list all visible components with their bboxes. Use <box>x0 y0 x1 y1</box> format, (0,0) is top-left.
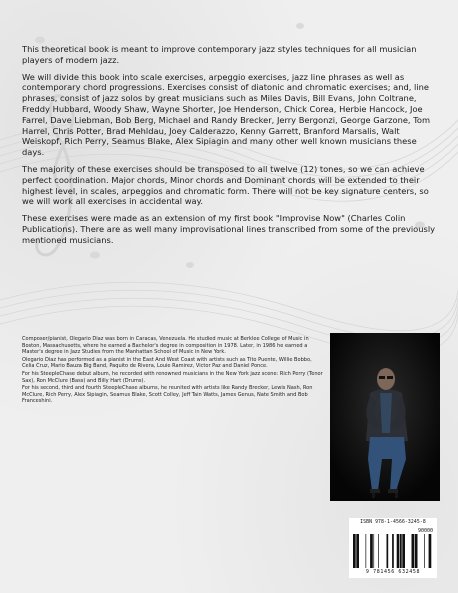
barcode-bar <box>415 534 418 568</box>
barcode-bars <box>353 534 433 568</box>
intro-paragraph-3: The majority of these exercises should be transposed to all twelve (12) tones, so we can achieve perfect coordination. Major chords, Minor chords and Dominant chords will be extended to their highest level, in scales, arpeggios and chromatic form. There will not be key signature centers, so we will work all exercises in accidental way. <box>22 163 429 207</box>
bio-paragraph-4: For his second, third and fourth SteepleChase albums, he reunited with artists like Randy Brecker, Lewis Nash, Ron McClure, Rich Perry, Alex Sipiagin, Seamus Blake, Scott Colley, Jeff Tain Watts, James Genus, Nate Smith and Bob Franceshini. <box>22 385 313 405</box>
barcode-bar <box>400 534 402 568</box>
barcode-bar <box>353 534 356 568</box>
barcode-number: 9 781456 632458 <box>365 569 421 575</box>
bio-paragraph-2: Olegario Diaz has performed as a pianist in the East And West Coast with artists such as Tito Puente, Willie Bobbo, Celia Cruz, Mario Bauza Big Band, Paquito de Rivera, Louie Ramirez, Victor Paz and Daniel Ponce. <box>22 356 312 370</box>
barcode-bar <box>366 534 367 568</box>
bio-paragraph-3: For his SteepleChase debut album, he recorded with renowned musicians in the New York jazz scene: Rich Perry (Tenor Sax), Ron McClure (Bass) and Billy Hart (Drums). <box>22 371 323 384</box>
bio-paragraph-1: Composer/pianist, Olegario Diaz was born in Caracas, Venezuela. He studied music at Berklee College of Music in Boston, Massachusetts, where he earned a Bachelor's degree in composition in 1978. Later, in 1986 he earned a Master's degree in Jazz Studies from the Manhattan School of Music in New York. <box>22 336 309 356</box>
barcode-bar <box>392 534 394 568</box>
barcode-bar <box>373 534 374 568</box>
barcode-bar <box>424 534 425 568</box>
barcode-bar <box>387 534 389 568</box>
isbn-barcode <box>349 518 437 578</box>
barcode-bar <box>370 534 373 568</box>
barcode-bar <box>402 534 405 568</box>
author-bio <box>22 336 324 406</box>
price-code: 90000 <box>417 528 433 534</box>
intro-paragraph-1: This theoretical book is meant to improve contemporary jazz styles techniques for all musician players of modern jazz. <box>22 44 417 65</box>
author-photo <box>330 333 440 501</box>
barcode-bar <box>356 534 359 568</box>
isbn-label: ISBN 978-1-4566-3245-8 <box>360 520 426 525</box>
barcode-bar <box>397 534 400 568</box>
intro-paragraph-4: These exercises were made as an extension of my first book "Improvise Now" (Charles Colin Publications). There are as well many improvisational lines transcribed from some of the previously mentioned musicians. <box>22 213 436 245</box>
intro-paragraph-2: We will divide this book into scale exercises, arpeggio exercises, jazz line phrases as well as contemporary chord progressions. Exercises consist of diatonic and chromatic exercises; and, line phrases, consist of jazz solos by great musicians such as Miles Davis, Bill Evans, John Coltrane, Freddy Hubbard, Woody Shaw, Wayne Shorter, Joe Henderson, Chick Corea, Herbie Hancock, Joe Farrel, Dave Liebman, Bob Berg, Michael and Randy Brecker, Jerry Bergonzi, George Garzone, Tom Harrel, Chris Potter, Brad Mehldau, Joey Calderazzo, Kenny Garrett, Branford Marsalis, Walt Weiskopf, Rich Perry, Seamus Blake, Alex Sipiagin and many other well known musicians these days. <box>22 71 431 158</box>
barcode-bar <box>429 534 432 568</box>
intro-text <box>22 44 436 252</box>
barcode-bar <box>412 534 415 568</box>
barcode-bar <box>378 534 379 568</box>
